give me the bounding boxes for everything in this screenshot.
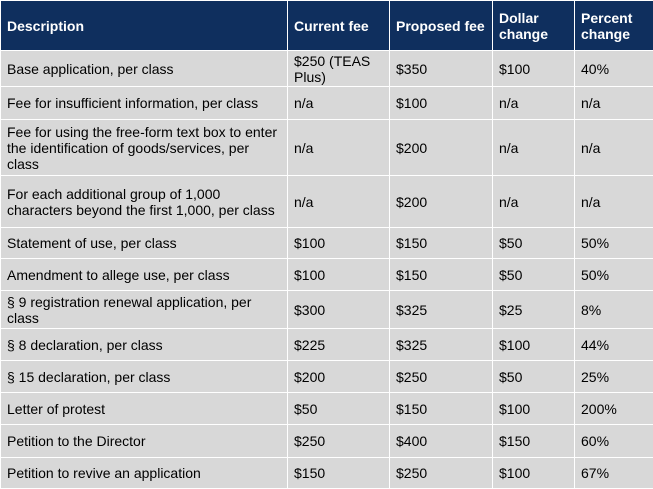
table-row bbox=[1, 259, 653, 291]
cell-percent-change: n/a bbox=[575, 120, 653, 176]
cell-proposed-fee: $350 bbox=[390, 51, 493, 87]
cell-dollar-change: n/a bbox=[493, 120, 575, 176]
cell-percent-change: 44% bbox=[575, 329, 653, 361]
table-header bbox=[1, 1, 653, 51]
cell-percent-change: 40% bbox=[575, 51, 653, 87]
table-row bbox=[1, 176, 653, 228]
cell-current-fee: n/a bbox=[288, 87, 390, 120]
cell-percent-change: 60% bbox=[575, 425, 653, 458]
table-row bbox=[1, 51, 653, 87]
table-row bbox=[1, 228, 653, 259]
cell-description: Fee for insufficient information, per class bbox=[1, 87, 288, 120]
cell-current-fee: $50 bbox=[288, 393, 390, 425]
cell-current-fee: n/a bbox=[288, 176, 390, 228]
cell-current-fee: $250 (TEAS Plus) bbox=[288, 51, 390, 87]
cell-dollar-change: n/a bbox=[493, 87, 575, 120]
cell-percent-change: n/a bbox=[575, 87, 653, 120]
cell-percent-change: 8% bbox=[575, 291, 653, 329]
cell-current-fee: $250 bbox=[288, 425, 390, 458]
cell-current-fee: $100 bbox=[288, 228, 390, 259]
cell-percent-change: 25% bbox=[575, 361, 653, 393]
table-body bbox=[1, 51, 653, 489]
cell-proposed-fee: $100 bbox=[390, 87, 493, 120]
cell-proposed-fee: $325 bbox=[390, 329, 493, 361]
table-row bbox=[1, 393, 653, 425]
cell-description: Statement of use, per class bbox=[1, 228, 288, 259]
cell-description: Amendment to allege use, per class bbox=[1, 259, 288, 291]
header-percent-change: Percent change bbox=[575, 1, 653, 51]
cell-proposed-fee: $250 bbox=[390, 458, 493, 489]
cell-percent-change: 50% bbox=[575, 228, 653, 259]
table-row bbox=[1, 425, 653, 458]
cell-current-fee: $300 bbox=[288, 291, 390, 329]
cell-percent-change: 50% bbox=[575, 259, 653, 291]
cell-description: Base application, per class bbox=[1, 51, 288, 87]
cell-proposed-fee: $250 bbox=[390, 361, 493, 393]
cell-proposed-fee: $150 bbox=[390, 393, 493, 425]
table-row bbox=[1, 291, 653, 329]
header-description: Description bbox=[1, 1, 288, 51]
cell-description: § 9 registration renewal application, per class bbox=[1, 291, 288, 329]
cell-dollar-change: $100 bbox=[493, 329, 575, 361]
header-current-fee: Current fee bbox=[288, 1, 390, 51]
cell-current-fee: $200 bbox=[288, 361, 390, 393]
cell-dollar-change: $150 bbox=[493, 425, 575, 458]
cell-dollar-change: $50 bbox=[493, 361, 575, 393]
cell-proposed-fee: $150 bbox=[390, 228, 493, 259]
cell-percent-change: 200% bbox=[575, 393, 653, 425]
cell-dollar-change: $50 bbox=[493, 228, 575, 259]
cell-description: Petition to revive an application bbox=[1, 458, 288, 489]
cell-proposed-fee: $200 bbox=[390, 176, 493, 228]
table-row bbox=[1, 458, 653, 489]
cell-current-fee: $100 bbox=[288, 259, 390, 291]
cell-dollar-change: n/a bbox=[493, 176, 575, 228]
table-row bbox=[1, 87, 653, 120]
cell-proposed-fee: $325 bbox=[390, 291, 493, 329]
cell-description: § 8 declaration, per class bbox=[1, 329, 288, 361]
cell-percent-change: n/a bbox=[575, 176, 653, 228]
table-row bbox=[1, 329, 653, 361]
cell-dollar-change: $50 bbox=[493, 259, 575, 291]
cell-proposed-fee: $200 bbox=[390, 120, 493, 176]
cell-dollar-change: $25 bbox=[493, 291, 575, 329]
cell-dollar-change: $100 bbox=[493, 458, 575, 489]
header-dollar-change: Dollar change bbox=[493, 1, 575, 51]
cell-current-fee: $150 bbox=[288, 458, 390, 489]
cell-description: Fee for using the free-form text box to enter the identification of goods/services, per class bbox=[1, 120, 288, 176]
table-row bbox=[1, 120, 653, 176]
cell-dollar-change: $100 bbox=[493, 51, 575, 87]
cell-current-fee: $225 bbox=[288, 329, 390, 361]
cell-current-fee: n/a bbox=[288, 120, 390, 176]
cell-description: Petition to the Director bbox=[1, 425, 288, 458]
cell-description: Letter of protest bbox=[1, 393, 288, 425]
header-row bbox=[1, 1, 653, 51]
cell-proposed-fee: $150 bbox=[390, 259, 493, 291]
table-row bbox=[1, 361, 653, 393]
cell-proposed-fee: $400 bbox=[390, 425, 493, 458]
cell-dollar-change: $100 bbox=[493, 393, 575, 425]
header-proposed-fee: Proposed fee bbox=[390, 1, 493, 51]
cell-description: § 15 declaration, per class bbox=[1, 361, 288, 393]
cell-description: For each additional group of 1,000 characters beyond the first 1,000, per class bbox=[1, 176, 288, 228]
cell-percent-change: 67% bbox=[575, 458, 653, 489]
